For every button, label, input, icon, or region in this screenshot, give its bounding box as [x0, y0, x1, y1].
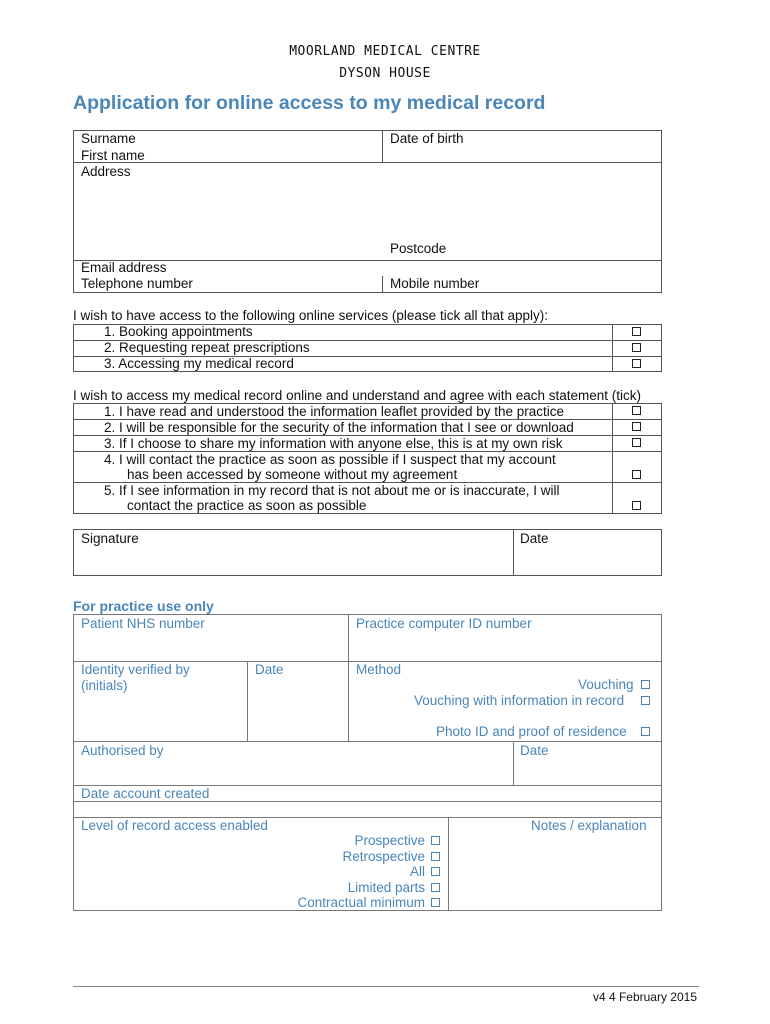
surname-field[interactable]: Surname [81, 131, 136, 146]
checkbox-icon[interactable] [641, 680, 650, 689]
statement-4-cont: has been accessed by someone without my agreement [127, 467, 458, 482]
contractual-minimum-option: Contractual minimum [297, 895, 425, 910]
checkbox-icon[interactable] [431, 867, 440, 876]
authorised-date-field[interactable]: Date [520, 743, 549, 758]
signature-field[interactable]: Signature [81, 531, 139, 546]
nhs-number-field[interactable]: Patient NHS number [81, 616, 205, 631]
checkbox-icon[interactable] [641, 696, 650, 705]
first-name-field[interactable]: First name [81, 148, 145, 163]
computer-id-field[interactable]: Practice computer ID number [356, 616, 532, 631]
statement-5: 5. If I see information in my record that is not about me or is inaccurate, I will [104, 483, 560, 498]
checkbox-icon[interactable] [431, 883, 440, 892]
checkbox-icon[interactable] [431, 898, 440, 907]
statements-intro: I wish to access my medical record online and understand and agree with each statement (tick) [73, 388, 642, 403]
notes-field[interactable]: Notes / explanation [531, 818, 647, 833]
service-prescriptions: 2. Requesting repeat prescriptions [104, 340, 310, 355]
checkbox-icon[interactable] [431, 836, 440, 845]
vouching-option: Vouching [578, 677, 634, 692]
service-booking: 1. Booking appointments [104, 324, 253, 339]
checkbox-icon[interactable] [632, 422, 641, 431]
mobile-field[interactable]: Mobile number [390, 276, 480, 291]
checkbox-icon[interactable] [632, 343, 641, 352]
page-title: Application for online access to my medical record [73, 92, 546, 114]
statement-4: 4. I will contact the practice as soon as possible if I suspect that my account [104, 452, 556, 467]
email-field[interactable]: Email address [81, 260, 167, 275]
services-intro: I wish to have access to the following online services (please tick all that apply): [73, 308, 548, 323]
vouching-info-option: Vouching with information in record [414, 693, 625, 708]
statement-1: 1. I have read and understood the information leaflet provided by the practice [104, 404, 565, 419]
telephone-field[interactable]: Telephone number [81, 276, 193, 291]
service-record: 3. Accessing my medical record [104, 356, 294, 371]
all-option: All [409, 864, 425, 879]
photo-id-option: Photo ID and proof of residence [436, 724, 627, 739]
statement-2: 2. I will be responsible for the security of the information that I see or download [104, 420, 574, 435]
postcode-field[interactable]: Postcode [390, 241, 447, 256]
version-footer: v4 4 February 2015 [592, 990, 697, 1004]
prospective-option: Prospective [354, 833, 425, 848]
signature-date-field[interactable]: Date [520, 531, 549, 546]
checkbox-icon[interactable] [431, 852, 440, 861]
dob-field[interactable]: Date of birth [390, 131, 464, 146]
authorised-by-field[interactable]: Authorised by [81, 743, 164, 758]
method-label: Method [356, 662, 402, 677]
checkbox-icon[interactable] [632, 501, 641, 510]
account-created-field[interactable]: Date account created [81, 786, 210, 801]
practice-use-heading: For practice use only [73, 598, 214, 614]
statement-3: 3. If I choose to share my information with anyone else, this is at my own risk [104, 436, 563, 451]
checkbox-icon[interactable] [632, 470, 641, 479]
checkbox-icon[interactable] [632, 438, 641, 447]
checkbox-icon[interactable] [632, 327, 641, 336]
footer-divider [73, 986, 699, 987]
address-field[interactable]: Address [81, 164, 131, 179]
practice-building: DYSON HOUSE [339, 66, 431, 81]
identity-initials-label: (initials) [81, 678, 128, 693]
verification-date-field[interactable]: Date [255, 662, 284, 677]
limited-parts-option: Limited parts [347, 880, 425, 895]
identity-verified-label: Identity verified by [81, 662, 190, 677]
access-level-label: Level of record access enabled [81, 818, 268, 833]
practice-name: MOORLAND MEDICAL CENTRE [289, 44, 481, 59]
checkbox-icon[interactable] [632, 406, 641, 415]
checkbox-icon[interactable] [641, 727, 650, 736]
statement-5-cont: contact the practice as soon as possible [127, 498, 367, 513]
checkbox-icon[interactable] [632, 359, 641, 368]
retrospective-option: Retrospective [342, 849, 425, 864]
